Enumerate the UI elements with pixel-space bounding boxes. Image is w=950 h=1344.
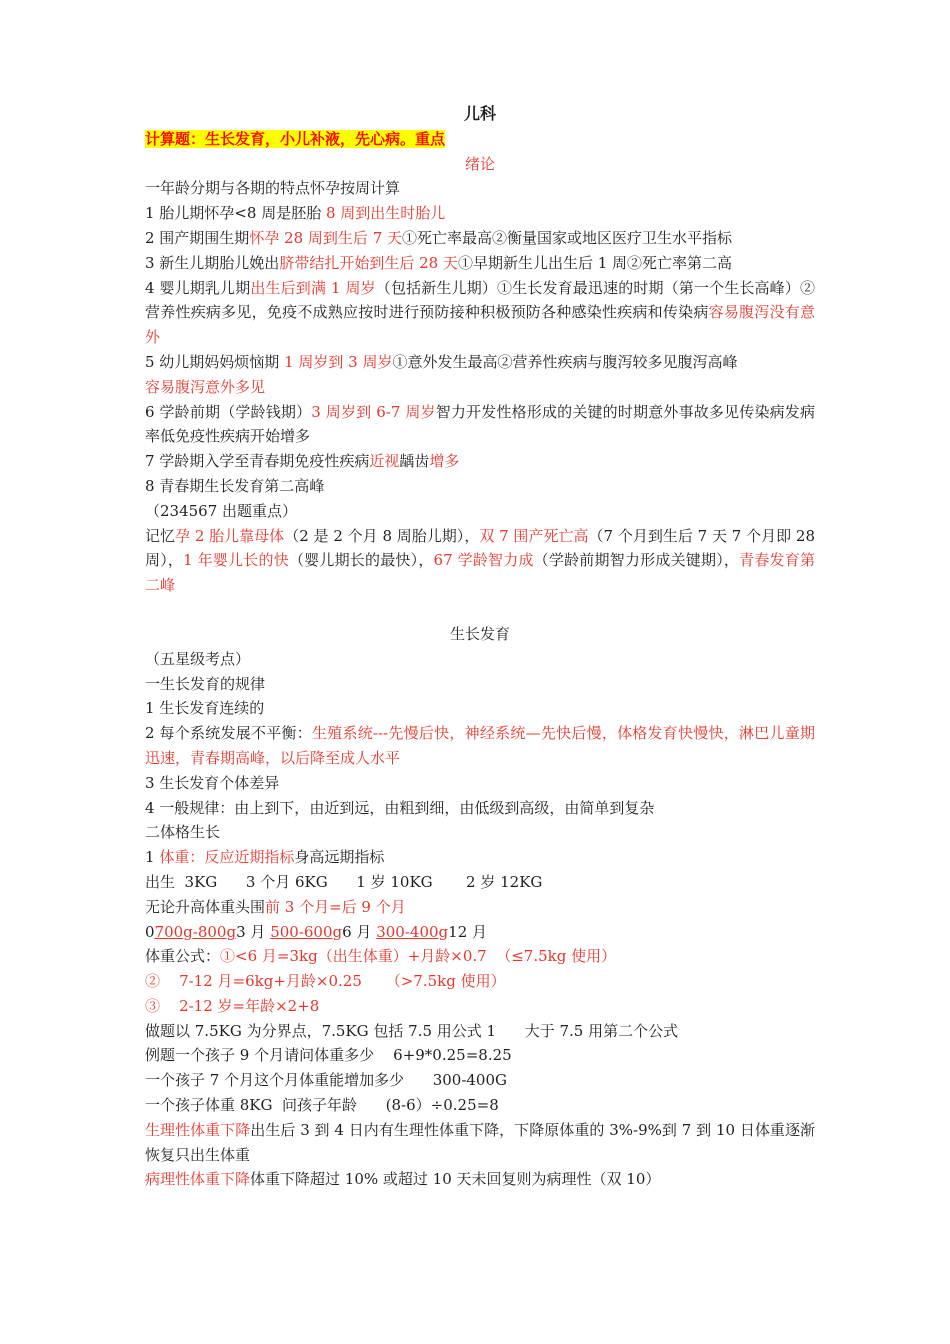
text: 龋齿 <box>399 452 430 471</box>
growth-heading: 生长发育 <box>449 624 510 643</box>
text: （7 个月到生后 7 天 7 个月即 28 周）， <box>145 526 815 570</box>
paragraph: （234567 出题重点） <box>145 501 298 520</box>
red-text: 出生后到满 1 周岁 <box>250 278 376 297</box>
paragraph <box>145 845 815 870</box>
paragraph <box>145 1167 815 1192</box>
text: 2 围产期围生期 <box>145 228 250 247</box>
red-text: 8 周到出生时胎儿 <box>325 204 446 223</box>
paragraph <box>145 524 815 598</box>
red-text: 容易腹泻没有意外 <box>145 303 815 347</box>
red-text: 增多 <box>429 452 460 471</box>
text: （学龄前期智力形成关键期）， <box>533 551 740 570</box>
red-text: 脐带结扎开始到生后 28 天 <box>279 253 458 272</box>
text: 5 幼儿期妈妈烦恼期 <box>145 352 285 371</box>
text: 1 <box>145 848 160 867</box>
red-text: 生理性体重下降 <box>145 1120 251 1139</box>
text: 0 <box>145 922 155 941</box>
red-text: 67 学龄智力成 <box>433 551 534 570</box>
spacer <box>145 598 815 622</box>
paragraph: 8 青春期生长发育第二高峰 <box>145 476 325 495</box>
paragraph <box>145 226 815 251</box>
paragraph: 4 一般规律：由上到下，由近到远，由粗到细，由低级到高级，由简单到复杂 <box>145 798 655 817</box>
paragraph: 二体格生长 <box>145 823 221 842</box>
red-text: 500-600g <box>270 922 343 941</box>
paragraph: 一生长发育的规律 <box>145 674 266 693</box>
text: ①死亡率最高②衡量国家或地区医疗卫生水平指标 <box>402 228 733 247</box>
paragraph <box>145 920 815 945</box>
red-text: 生殖系统---先慢后快，神经系统—先快后慢，体格发育快慢快，淋巴儿童期迅速，青春期高峰，以后降至成人水平 <box>145 724 815 767</box>
red-text: 孕 2 胎儿靠母体 <box>175 526 285 545</box>
paragraph <box>145 721 815 771</box>
text: 智力开发性格形成的关键的时期意外事故多见传染病发病率低免疫性疾病开始增多 <box>145 402 815 446</box>
text: 1 胎儿期怀孕<8 周是胚胎 <box>145 204 326 223</box>
paragraph <box>145 449 815 474</box>
text: 记忆 <box>145 526 176 545</box>
text: （婴儿期长的最快）， <box>288 551 434 570</box>
red-text: 1 周岁到 3 周岁 <box>284 352 393 371</box>
highlight-line <box>145 127 815 152</box>
text: （2 是 2 个月 8 周胎儿期）， <box>284 526 480 545</box>
paragraph: 例题一个孩子 9 个月请问体重多少 6+9*0.25=8.25 <box>145 1046 512 1065</box>
red-text: ①<6 月=3kg（出生体重）+月龄×0.7 （≤7.5kg 使用） <box>220 947 617 966</box>
paragraph <box>145 944 815 969</box>
red-text: 青春发育第二峰 <box>145 551 815 595</box>
text: 身高远期指标 <box>294 848 385 867</box>
highlight-text: 计算题：生长发育，小儿补液，先心病。重点 <box>145 129 446 148</box>
text: 出生后 3 到 4 日内有生理性体重下降，下降原体重的 3%-9%到 7 到 10 日体重逐渐恢复只出生体重 <box>145 1120 815 1164</box>
paragraph <box>145 201 815 226</box>
text: （包括新生儿期）①生长发育最迅速的时期（第一个生长高峰）②营养性疾病多见，免疫不成熟应按时进行预防接种积极预防各种感染性疾病和传染病 <box>145 278 815 322</box>
text: 6 月 <box>342 922 377 941</box>
text: ①意外发生最高②营养性疾病与腹泻较多见腹泻高峰 <box>392 352 738 371</box>
red-text: 前 3 个月=后 9 个月 <box>265 897 406 916</box>
red-text: 3 周岁到 6-7 周岁 <box>311 402 436 421</box>
text: 12 月 <box>448 922 488 941</box>
text: 体重下降超过 10% 或超过 10 天未回复则为病理性（双 10） <box>250 1170 661 1189</box>
text: 7 学龄期入学至青春期免疫性疾病 <box>145 452 370 471</box>
text: ①早期新生儿出生后 1 周②死亡率第二高 <box>457 253 733 272</box>
paragraph <box>145 895 815 920</box>
red-text: 双 7 围产死亡高 <box>479 526 589 545</box>
red-text: 怀孕 28 周到生后 7 天 <box>249 228 403 247</box>
text: 体重公式： <box>145 947 221 966</box>
paragraph: ② 7-12 月=6kg+月龄×0.25 （>7.5kg 使用） <box>145 972 506 991</box>
paragraph: 做题以 7.5KG 为分界点，7.5KG 包括 7.5 用公式 1 大于 7.5 用第二个公式 <box>145 1021 679 1040</box>
page-title: 儿科 <box>463 104 496 123</box>
red-text: 1 年婴儿长的快 <box>183 551 289 570</box>
text: 无论升高体重头围 <box>145 897 266 916</box>
paragraph <box>145 1118 815 1168</box>
paragraph: 出生 3KG 3 个月 6KG 1 岁 10KG 2 岁 12KG <box>145 872 543 891</box>
text: 6 学龄前期（学龄钱期） <box>145 402 312 421</box>
text: 3 月 <box>236 922 271 941</box>
red-text: 容易腹泻意外多见 <box>145 377 266 396</box>
red-text: 300-400g <box>376 922 449 941</box>
red-text: 病理性体重下降 <box>145 1170 251 1189</box>
text: 4 婴儿期乳儿期 <box>145 278 251 297</box>
paragraph <box>145 350 815 400</box>
paragraph <box>145 251 815 276</box>
paragraph: 1 生长发育连续的 <box>145 699 265 718</box>
paragraph: ③ 2-12 岁=年龄×2+8 <box>145 996 320 1015</box>
paragraph: 一个孩子体重 8KG 问孩子年龄 (8-6）÷0.25=8 <box>145 1096 499 1115</box>
paragraph: （五星级考点） <box>145 649 251 668</box>
text: 2 每个系统发展不平衡： <box>145 724 312 743</box>
document-body <box>145 100 815 1192</box>
paragraph <box>145 400 815 450</box>
red-text: 体重：反应近期指标 <box>159 848 295 867</box>
paragraph: 3 生长发育个体差异 <box>145 773 280 792</box>
text: 3 新生儿期胎儿娩出 <box>145 253 280 272</box>
paragraph <box>145 276 815 350</box>
red-text: 700g-800g <box>154 922 237 941</box>
paragraph: 一个孩子 7 个月这个月体重能增加多少 300-400G <box>145 1071 508 1090</box>
paragraph: 一年龄分期与各期的特点怀孕按周计算 <box>145 179 401 198</box>
red-text: 近视 <box>369 452 400 471</box>
intro-heading: 绪论 <box>464 154 495 173</box>
